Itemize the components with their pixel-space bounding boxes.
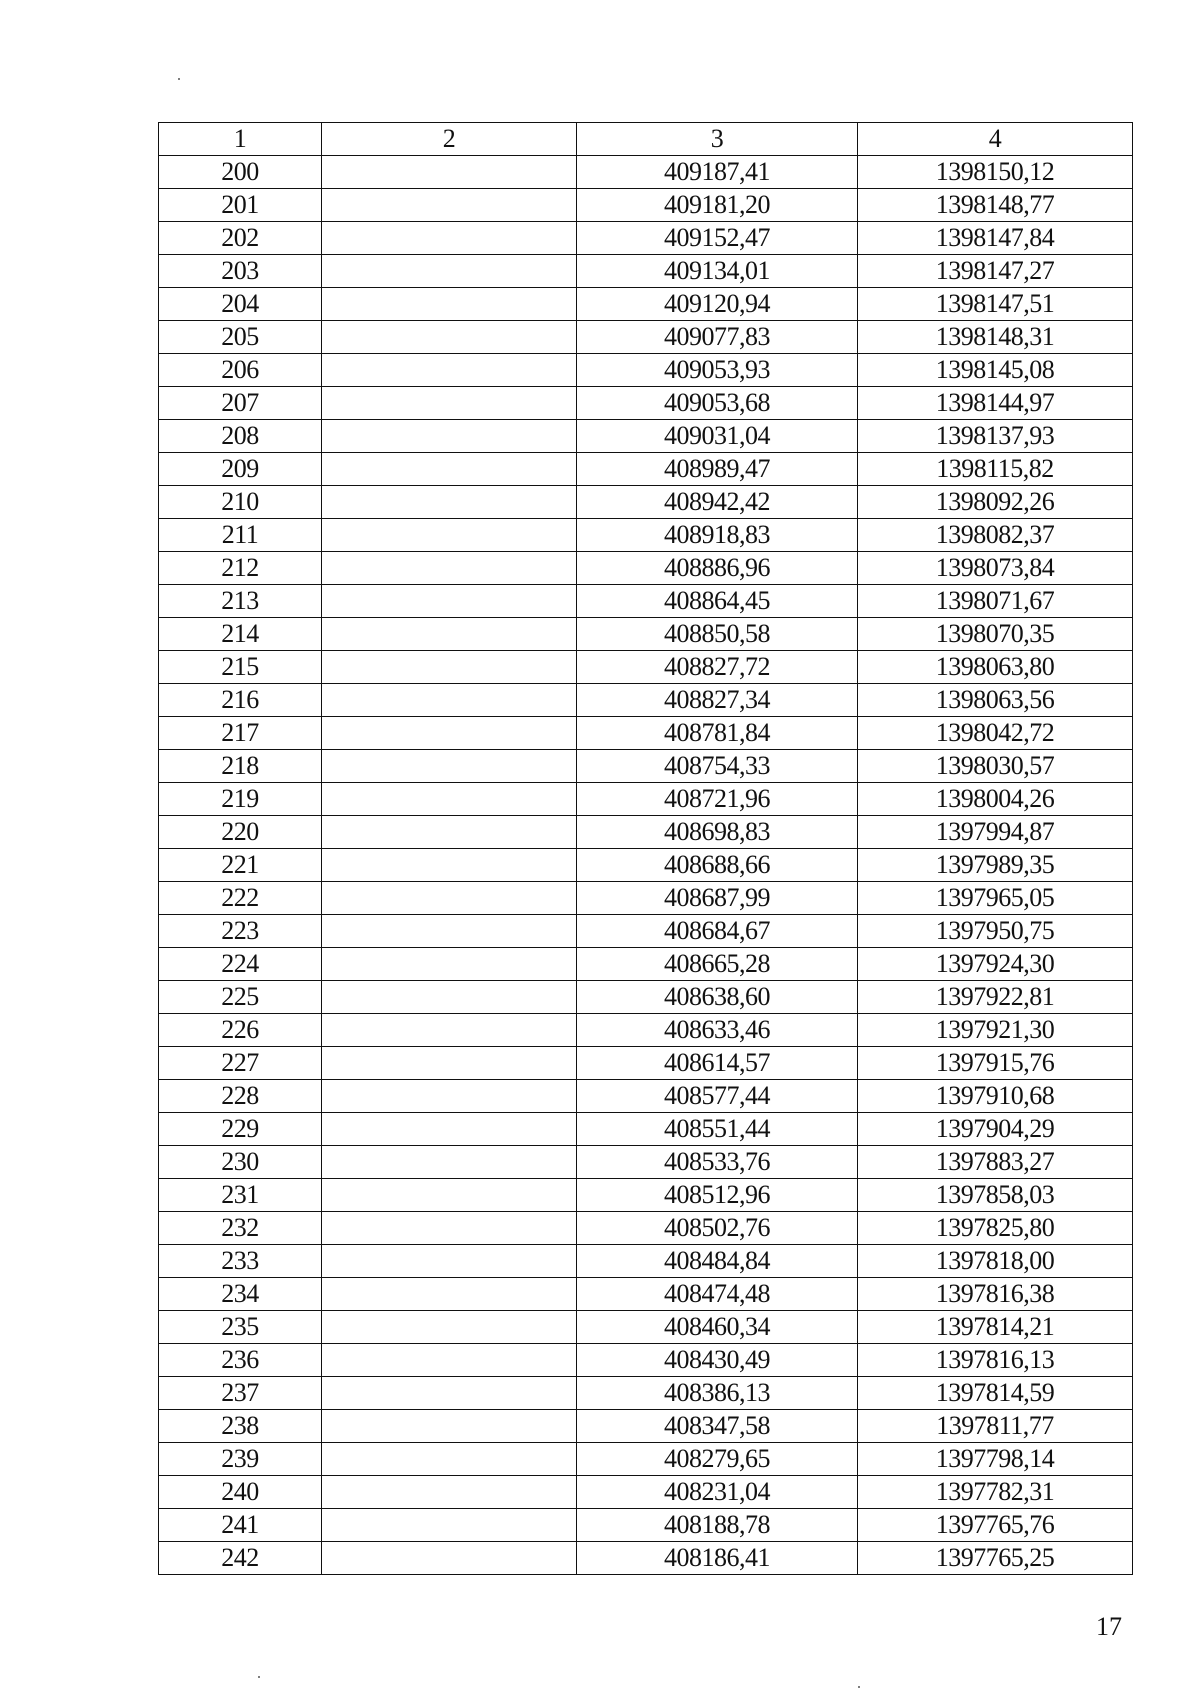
- table-row: [159, 1278, 1133, 1311]
- x-coordinate-cell: 408827,72: [577, 651, 858, 684]
- x-coordinate-cell: 408551,44: [577, 1113, 858, 1146]
- y-coordinate-cell: 1397904,29: [858, 1113, 1133, 1146]
- table-row: [159, 750, 1133, 783]
- y-coordinate-cell: 1398092,26: [858, 486, 1133, 519]
- description-cell: [322, 486, 577, 519]
- point-number-cell: 233: [159, 1245, 322, 1278]
- point-number-cell: 223: [159, 915, 322, 948]
- x-coordinate-cell: 408698,83: [577, 816, 858, 849]
- description-cell: [322, 684, 577, 717]
- table-row: [159, 519, 1133, 552]
- x-coordinate-cell: 408942,42: [577, 486, 858, 519]
- table-row: [159, 1344, 1133, 1377]
- table-row: [159, 618, 1133, 651]
- x-coordinate-cell: 408633,46: [577, 1014, 858, 1047]
- point-number-cell: 238: [159, 1410, 322, 1443]
- point-number-cell: 241: [159, 1509, 322, 1542]
- table-row: [159, 981, 1133, 1014]
- y-coordinate-cell: 1397816,38: [858, 1278, 1133, 1311]
- y-coordinate-cell: 1398150,12: [858, 156, 1133, 189]
- x-coordinate-cell: 408186,41: [577, 1542, 858, 1575]
- description-cell: [322, 618, 577, 651]
- x-coordinate-cell: 409134,01: [577, 255, 858, 288]
- description-cell: [322, 651, 577, 684]
- x-coordinate-cell: 408684,67: [577, 915, 858, 948]
- x-coordinate-cell: 409120,94: [577, 288, 858, 321]
- table-row: [159, 189, 1133, 222]
- table-row: [159, 552, 1133, 585]
- y-coordinate-cell: 1397922,81: [858, 981, 1133, 1014]
- x-coordinate-cell: 408665,28: [577, 948, 858, 981]
- y-coordinate-cell: 1398071,67: [858, 585, 1133, 618]
- x-coordinate-cell: 409152,47: [577, 222, 858, 255]
- table-row: [159, 156, 1133, 189]
- y-coordinate-cell: 1397965,05: [858, 882, 1133, 915]
- table-row: [159, 321, 1133, 354]
- point-number-cell: 206: [159, 354, 322, 387]
- x-coordinate-cell: 408533,76: [577, 1146, 858, 1179]
- x-coordinate-cell: 408721,96: [577, 783, 858, 816]
- table-row: [159, 585, 1133, 618]
- y-coordinate-cell: 1397765,25: [858, 1542, 1133, 1575]
- point-number-cell: 205: [159, 321, 322, 354]
- x-coordinate-cell: 408688,66: [577, 849, 858, 882]
- x-coordinate-cell: 408614,57: [577, 1047, 858, 1080]
- point-number-cell: 218: [159, 750, 322, 783]
- y-coordinate-cell: 1398073,84: [858, 552, 1133, 585]
- column-header-3: 3: [577, 123, 858, 156]
- description-cell: [322, 1047, 577, 1080]
- y-coordinate-cell: 1398148,77: [858, 189, 1133, 222]
- table-row: [159, 420, 1133, 453]
- table-row: [159, 651, 1133, 684]
- description-cell: [322, 1212, 577, 1245]
- y-coordinate-cell: 1397811,77: [858, 1410, 1133, 1443]
- description-cell: [322, 255, 577, 288]
- description-cell: [322, 354, 577, 387]
- table-row: [159, 453, 1133, 486]
- point-number-cell: 210: [159, 486, 322, 519]
- description-cell: [322, 915, 577, 948]
- table-row: [159, 255, 1133, 288]
- description-cell: [322, 750, 577, 783]
- point-number-cell: 214: [159, 618, 322, 651]
- y-coordinate-cell: 1397765,76: [858, 1509, 1133, 1542]
- point-number-cell: 211: [159, 519, 322, 552]
- x-coordinate-cell: 408188,78: [577, 1509, 858, 1542]
- x-coordinate-cell: 408918,83: [577, 519, 858, 552]
- description-cell: [322, 1542, 577, 1575]
- x-coordinate-cell: 409187,41: [577, 156, 858, 189]
- x-coordinate-cell: 409031,04: [577, 420, 858, 453]
- description-cell: [322, 1080, 577, 1113]
- y-coordinate-cell: 1397814,59: [858, 1377, 1133, 1410]
- description-cell: [322, 321, 577, 354]
- description-cell: [322, 882, 577, 915]
- description-cell: [322, 420, 577, 453]
- point-number-cell: 235: [159, 1311, 322, 1344]
- point-number-cell: 234: [159, 1278, 322, 1311]
- table-row: [159, 1410, 1133, 1443]
- x-coordinate-cell: 408781,84: [577, 717, 858, 750]
- point-number-cell: 236: [159, 1344, 322, 1377]
- x-coordinate-cell: 408989,47: [577, 453, 858, 486]
- x-coordinate-cell: 408430,49: [577, 1344, 858, 1377]
- point-number-cell: 215: [159, 651, 322, 684]
- point-number-cell: 201: [159, 189, 322, 222]
- y-coordinate-cell: 1397818,00: [858, 1245, 1133, 1278]
- y-coordinate-cell: 1398115,82: [858, 453, 1133, 486]
- y-coordinate-cell: 1397825,80: [858, 1212, 1133, 1245]
- point-number-cell: 202: [159, 222, 322, 255]
- y-coordinate-cell: 1398063,56: [858, 684, 1133, 717]
- description-cell: [322, 453, 577, 486]
- point-number-cell: 230: [159, 1146, 322, 1179]
- description-cell: [322, 1245, 577, 1278]
- description-cell: [322, 1509, 577, 1542]
- table-row: [159, 717, 1133, 750]
- description-cell: [322, 288, 577, 321]
- x-coordinate-cell: 408386,13: [577, 1377, 858, 1410]
- y-coordinate-cell: 1398042,72: [858, 717, 1133, 750]
- point-number-cell: 221: [159, 849, 322, 882]
- x-coordinate-cell: 408850,58: [577, 618, 858, 651]
- point-number-cell: 213: [159, 585, 322, 618]
- x-coordinate-cell: 408827,34: [577, 684, 858, 717]
- description-cell: [322, 189, 577, 222]
- point-number-cell: 208: [159, 420, 322, 453]
- table-row: [159, 1047, 1133, 1080]
- y-coordinate-cell: 1397814,21: [858, 1311, 1133, 1344]
- x-coordinate-cell: 408577,44: [577, 1080, 858, 1113]
- description-cell: [322, 585, 577, 618]
- table-row: [159, 684, 1133, 717]
- y-coordinate-cell: 1398147,27: [858, 255, 1133, 288]
- column-header-4: 4: [858, 123, 1133, 156]
- table-row: [159, 1080, 1133, 1113]
- point-number-cell: 217: [159, 717, 322, 750]
- x-coordinate-cell: 409053,68: [577, 387, 858, 420]
- table-row: [159, 222, 1133, 255]
- y-coordinate-cell: 1398147,51: [858, 288, 1133, 321]
- description-cell: [322, 552, 577, 585]
- table-body: [159, 156, 1133, 1575]
- y-coordinate-cell: 1397782,31: [858, 1476, 1133, 1509]
- y-coordinate-cell: 1398137,93: [858, 420, 1133, 453]
- table-row: [159, 1014, 1133, 1047]
- point-number-cell: 207: [159, 387, 322, 420]
- point-number-cell: 224: [159, 948, 322, 981]
- description-cell: [322, 1476, 577, 1509]
- x-coordinate-cell: 408512,96: [577, 1179, 858, 1212]
- y-coordinate-cell: 1397989,35: [858, 849, 1133, 882]
- x-coordinate-cell: 408638,60: [577, 981, 858, 1014]
- description-cell: [322, 222, 577, 255]
- point-number-cell: 204: [159, 288, 322, 321]
- description-cell: [322, 1278, 577, 1311]
- scan-speck: [178, 78, 180, 80]
- table-row: [159, 1212, 1133, 1245]
- description-cell: [322, 948, 577, 981]
- y-coordinate-cell: 1397910,68: [858, 1080, 1133, 1113]
- point-number-cell: 227: [159, 1047, 322, 1080]
- x-coordinate-cell: 409053,93: [577, 354, 858, 387]
- point-number-cell: 240: [159, 1476, 322, 1509]
- table-row: [159, 1311, 1133, 1344]
- y-coordinate-cell: 1398004,26: [858, 783, 1133, 816]
- column-header-1: 1: [159, 123, 322, 156]
- coordinates-table: [158, 122, 1133, 1575]
- x-coordinate-cell: 408347,58: [577, 1410, 858, 1443]
- y-coordinate-cell: 1398082,37: [858, 519, 1133, 552]
- point-number-cell: 200: [159, 156, 322, 189]
- description-cell: [322, 1179, 577, 1212]
- scan-speck: [858, 1686, 860, 1688]
- y-coordinate-cell: 1398063,80: [858, 651, 1133, 684]
- column-header-2: 2: [322, 123, 577, 156]
- table-row: [159, 486, 1133, 519]
- y-coordinate-cell: 1397915,76: [858, 1047, 1133, 1080]
- x-coordinate-cell: 408754,33: [577, 750, 858, 783]
- table-row: [159, 1245, 1133, 1278]
- point-number-cell: 219: [159, 783, 322, 816]
- x-coordinate-cell: 408687,99: [577, 882, 858, 915]
- table-row: [159, 1113, 1133, 1146]
- y-coordinate-cell: 1397883,27: [858, 1146, 1133, 1179]
- table-row: [159, 387, 1133, 420]
- description-cell: [322, 387, 577, 420]
- y-coordinate-cell: 1397924,30: [858, 948, 1133, 981]
- x-coordinate-cell: 408502,76: [577, 1212, 858, 1245]
- x-coordinate-cell: 408864,45: [577, 585, 858, 618]
- description-cell: [322, 1344, 577, 1377]
- point-number-cell: 212: [159, 552, 322, 585]
- point-number-cell: 237: [159, 1377, 322, 1410]
- page-number: 17: [1096, 1612, 1122, 1641]
- table-row: [159, 354, 1133, 387]
- y-coordinate-cell: 1398070,35: [858, 618, 1133, 651]
- point-number-cell: 239: [159, 1443, 322, 1476]
- x-coordinate-cell: 408484,84: [577, 1245, 858, 1278]
- table-row: [159, 1509, 1133, 1542]
- y-coordinate-cell: 1397950,75: [858, 915, 1133, 948]
- point-number-cell: 242: [159, 1542, 322, 1575]
- description-cell: [322, 783, 577, 816]
- table-row: [159, 1476, 1133, 1509]
- description-cell: [322, 1146, 577, 1179]
- description-cell: [322, 1311, 577, 1344]
- table-row: [159, 1542, 1133, 1575]
- table-header-row: [159, 123, 1133, 156]
- table-row: [159, 1179, 1133, 1212]
- description-cell: [322, 519, 577, 552]
- point-number-cell: 225: [159, 981, 322, 1014]
- point-number-cell: 209: [159, 453, 322, 486]
- description-cell: [322, 816, 577, 849]
- y-coordinate-cell: 1397858,03: [858, 1179, 1133, 1212]
- table-row: [159, 816, 1133, 849]
- description-cell: [322, 849, 577, 882]
- table-row: [159, 1443, 1133, 1476]
- description-cell: [322, 1443, 577, 1476]
- point-number-cell: 232: [159, 1212, 322, 1245]
- y-coordinate-cell: 1398144,97: [858, 387, 1133, 420]
- x-coordinate-cell: 408474,48: [577, 1278, 858, 1311]
- y-coordinate-cell: 1398148,31: [858, 321, 1133, 354]
- point-number-cell: 216: [159, 684, 322, 717]
- y-coordinate-cell: 1398147,84: [858, 222, 1133, 255]
- table-row: [159, 288, 1133, 321]
- x-coordinate-cell: 408886,96: [577, 552, 858, 585]
- table-row: [159, 1377, 1133, 1410]
- description-cell: [322, 156, 577, 189]
- description-cell: [322, 1377, 577, 1410]
- table-row: [159, 948, 1133, 981]
- description-cell: [322, 1113, 577, 1146]
- table-row: [159, 849, 1133, 882]
- point-number-cell: 226: [159, 1014, 322, 1047]
- description-cell: [322, 717, 577, 750]
- y-coordinate-cell: 1398145,08: [858, 354, 1133, 387]
- y-coordinate-cell: 1397921,30: [858, 1014, 1133, 1047]
- x-coordinate-cell: 409077,83: [577, 321, 858, 354]
- point-number-cell: 229: [159, 1113, 322, 1146]
- point-number-cell: 220: [159, 816, 322, 849]
- description-cell: [322, 1410, 577, 1443]
- y-coordinate-cell: 1397994,87: [858, 816, 1133, 849]
- description-cell: [322, 981, 577, 1014]
- point-number-cell: 228: [159, 1080, 322, 1113]
- x-coordinate-cell: 408279,65: [577, 1443, 858, 1476]
- y-coordinate-cell: 1397798,14: [858, 1443, 1133, 1476]
- point-number-cell: 222: [159, 882, 322, 915]
- table-row: [159, 783, 1133, 816]
- y-coordinate-cell: 1398030,57: [858, 750, 1133, 783]
- table-row: [159, 915, 1133, 948]
- table-row: [159, 1146, 1133, 1179]
- x-coordinate-cell: 408460,34: [577, 1311, 858, 1344]
- description-cell: [322, 1014, 577, 1047]
- x-coordinate-cell: 409181,20: [577, 189, 858, 222]
- x-coordinate-cell: 408231,04: [577, 1476, 858, 1509]
- y-coordinate-cell: 1397816,13: [858, 1344, 1133, 1377]
- scan-speck: [258, 1676, 260, 1678]
- table-row: [159, 882, 1133, 915]
- point-number-cell: 203: [159, 255, 322, 288]
- point-number-cell: 231: [159, 1179, 322, 1212]
